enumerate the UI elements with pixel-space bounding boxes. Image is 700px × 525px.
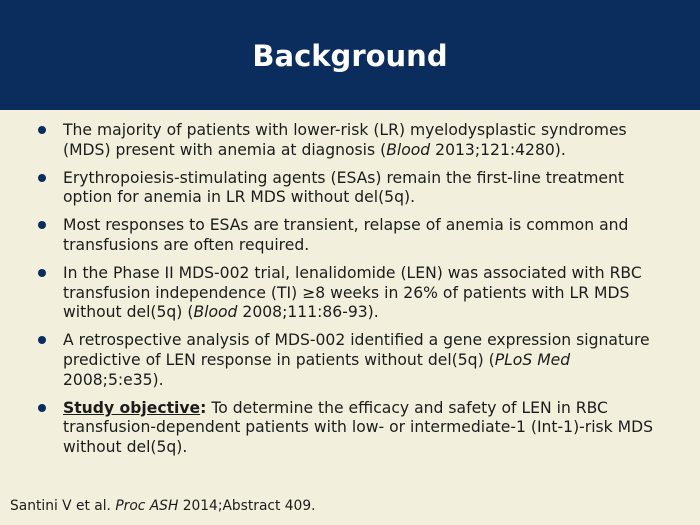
- bullet-list: [36, 121, 672, 466]
- citation-authors: Santini V et al.: [10, 498, 116, 514]
- bullet-text: To determine the efficacy and safety of LEN in RBC transfusion-dependent patients with low- or intermediate-1 (Int-1)-risk MDS without del(5q).: [63, 398, 654, 456]
- bullet-dot-icon: [38, 269, 46, 277]
- citation-details: 2014;Abstract 409.: [178, 498, 316, 514]
- reference-detail: 2008;5:e35).: [63, 370, 164, 389]
- bullet-item: [36, 169, 672, 208]
- journal-name: Blood: [386, 140, 431, 159]
- bullet-item-study-objective: [36, 399, 672, 458]
- bullet-dot-icon: [38, 404, 46, 412]
- bullet-item: [36, 216, 672, 255]
- bullet-dot-icon: [38, 221, 46, 229]
- bullet-item: [36, 264, 672, 323]
- slide-title: Background: [252, 39, 448, 73]
- label-colon: :: [200, 398, 207, 417]
- bullet-item: [36, 121, 672, 160]
- reference-detail: 2013;121:4280).: [430, 140, 566, 159]
- reference-detail: 2008;111:86-93).: [237, 303, 379, 322]
- bullet-item: [36, 331, 672, 390]
- bullet-text: In the Phase II MDS-002 trial, lenalidomide (LEN) was associated with RBC transfusion independence (TI) ≥8 weeks in 26% of patients with LR MDS without del(5q) (: [63, 264, 642, 322]
- title-bar: [0, 0, 700, 110]
- bullet-text: Erythropoiesis-stimulating agents (ESAs) remain the first-line treatment option for anemia in LR MDS without del(5q).: [63, 168, 625, 207]
- citation-journal: Proc ASH: [115, 498, 179, 514]
- bullet-dot-icon: [38, 126, 46, 134]
- journal-name: Blood: [193, 303, 238, 322]
- bullet-dot-icon: [38, 174, 46, 182]
- bullet-text: The majority of patients with lower-risk (LR) myelodysplastic syndromes (MDS) present with anemia at diagnosis (: [63, 121, 627, 159]
- bullet-text: A retrospective analysis of MDS-002 identified a gene expression signature predictive of LEN response in patients without del(5q) (: [63, 331, 650, 369]
- bullet-text: Most responses to ESAs are transient, relapse of anemia is common and transfusions are often required.: [63, 216, 629, 254]
- source-citation: [10, 498, 316, 514]
- study-objective-label: Study objective: [63, 398, 201, 417]
- journal-name: PLoS Med: [494, 350, 571, 369]
- bullet-dot-icon: [38, 336, 46, 344]
